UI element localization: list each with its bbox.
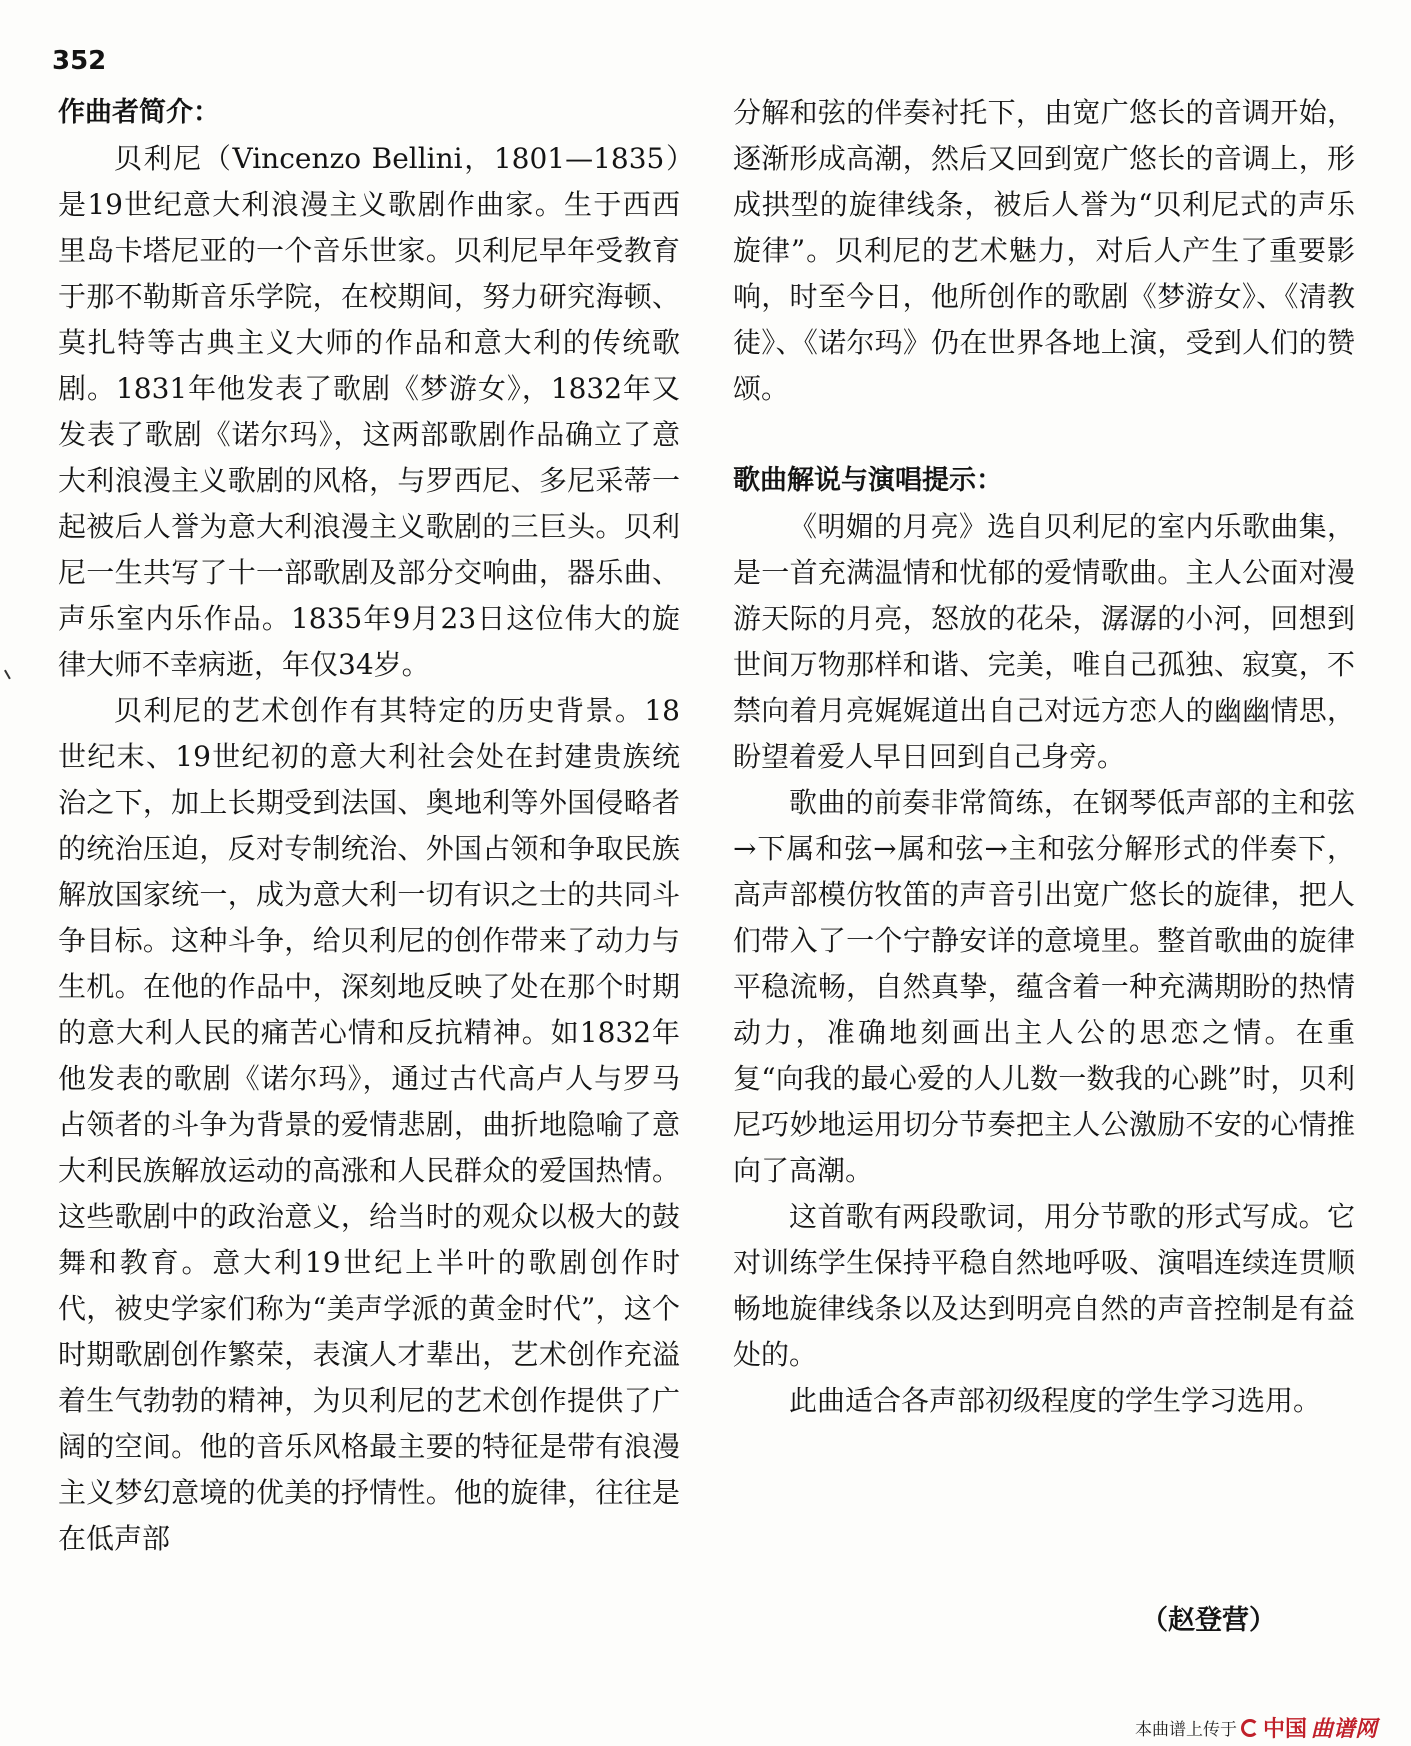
site-brand-china[interactable]: 中国 (1262, 1717, 1307, 1742)
cn-logo-icon (1241, 1719, 1259, 1737)
song-suitability-paragraph: 此曲适合各声部初级程度的学生学习选用。 (789, 1384, 1322, 1417)
site-brand-qupu[interactable]: 曲谱网 (1310, 1717, 1377, 1742)
song-form-paragraph: 这首歌有两段歌词，用分节歌的形式写成。它对训练学生保持平稳自然地呼吸、演唱连续连贯顺畅地旋律线条以及达到明亮自然的声音控制是有益处的。 (733, 1200, 1355, 1371)
margin-mark (4, 667, 16, 680)
left-column (58, 90, 680, 1562)
page-number: 352 (52, 46, 107, 76)
composer-intro-heading: 作曲者简介： (58, 97, 220, 128)
song-intro-paragraph: 《明媚的月亮》选自贝利尼的室内乐歌曲集，是一首充满温情和忧郁的爱情歌曲。主人公面对漫游天际的月亮，怒放的花朵，潺潺的小河，回想到世间万物那样和谐、完美，唯自己孤独、寂寞，不禁向着月亮娓娓道出自己对远方恋人的幽幽情思，盼望着爱人早日回到自己身旁。 (733, 510, 1355, 773)
song-analysis-paragraph: 歌曲的前奏非常简练，在钢琴低声部的主和弦→下属和弦→属和弦→主和弦分解形式的伴奏下，高声部模仿牧笛的声音引出宽广悠长的旋律，把人们带入了一个宁静安详的意境里。整首歌曲的旋律平稳流畅，自然真挚，蕴含着一种充满期盼的热情动力，准确地刻画出主人公的思恋之情。在重复“向我的最心爱的人儿数一数我的心跳”时，贝利尼巧妙地运用切分节奏把主人公激励不安的心情推向了高潮。 (733, 786, 1355, 1187)
site-footer (1135, 1712, 1377, 1743)
song-notes-heading: 歌曲解说与演唱提示： (733, 465, 1003, 496)
author-signature: （赵登营） (1141, 1605, 1276, 1636)
right-column (733, 90, 1355, 1424)
upload-text: 本曲谱上传于 (1134, 1720, 1237, 1740)
composer-bio-paragraph: 贝利尼（Vincenzo Bellini，1801—1835）是19世纪意大利浪漫主义歌剧作曲家。生于西西里岛卡塔尼亚的一个音乐世家。贝利尼早年受教育于那不勒斯音乐学院，在校期间，努力研究海顿、莫扎特等古典主义大师的作品和意大利的传统歌剧。1831年他发表了歌剧《梦游女》，1832年又发表了歌剧《诺尔玛》，这两部歌剧作品确立了意大利浪漫主义歌剧的风格，与罗西尼、多尼采蒂一起被后人誉为意大利浪漫主义歌剧的三巨头。贝利尼一生共写了十一部歌剧及部分交响曲，器乐曲、声乐室内乐作品。1835年9月23日这位伟大的旋律大师不幸病逝，年仅34岁。 (58, 142, 680, 681)
continuation-paragraph: 分解和弦的伴奏衬托下，由宽广悠长的音调开始，逐渐形成高潮，然后又回到宽广悠长的音调上，形成拱型的旋律线条，被后人誉为“贝利尼式的声乐旋律”。贝利尼的艺术魅力，对后人产生了重要影响，时至今日，他所创作的歌剧《梦游女》、《清教徒》、《诺尔玛》仍在世界各地上演，受到人们的赞颂。 (733, 96, 1355, 405)
composer-background-paragraph: 贝利尼的艺术创作有其特定的历史背景。18世纪末、19世纪初的意大利社会处在封建贵族统治之下，加上长期受到法国、奥地利等外国侵略者的统治压迫，反对专制统治、外国占领和争取民族解放国家统一，成为意大利一切有识之士的共同斗争目标。这种斗争，给贝利尼的创作带来了动力与生机。在他的作品中，深刻地反映了处在那个时期的意大利人民的痛苦心情和反抗精神。如1832年他发表的歌剧《诺尔玛》，通过古代高卢人与罗马占领者的斗争为背景的爱情悲剧，曲折地隐喻了意大利民族解放运动的高涨和人民群众的爱国热情。这些歌剧中的政治意义，给当时的观众以极大的鼓舞和教育。意大利19世纪上半叶的歌剧创作时代，被史学家们称为“美声学派的黄金时代”，这个时期歌剧创作繁荣，表演人才辈出，艺术创作充溢着生气勃勃的精神，为贝利尼的艺术创作提供了广阔的空间。他的音乐风格最主要的特征是带有浪漫主义梦幻意境的优美的抒情性。他的旋律，往往是在低声部 (58, 694, 680, 1555)
